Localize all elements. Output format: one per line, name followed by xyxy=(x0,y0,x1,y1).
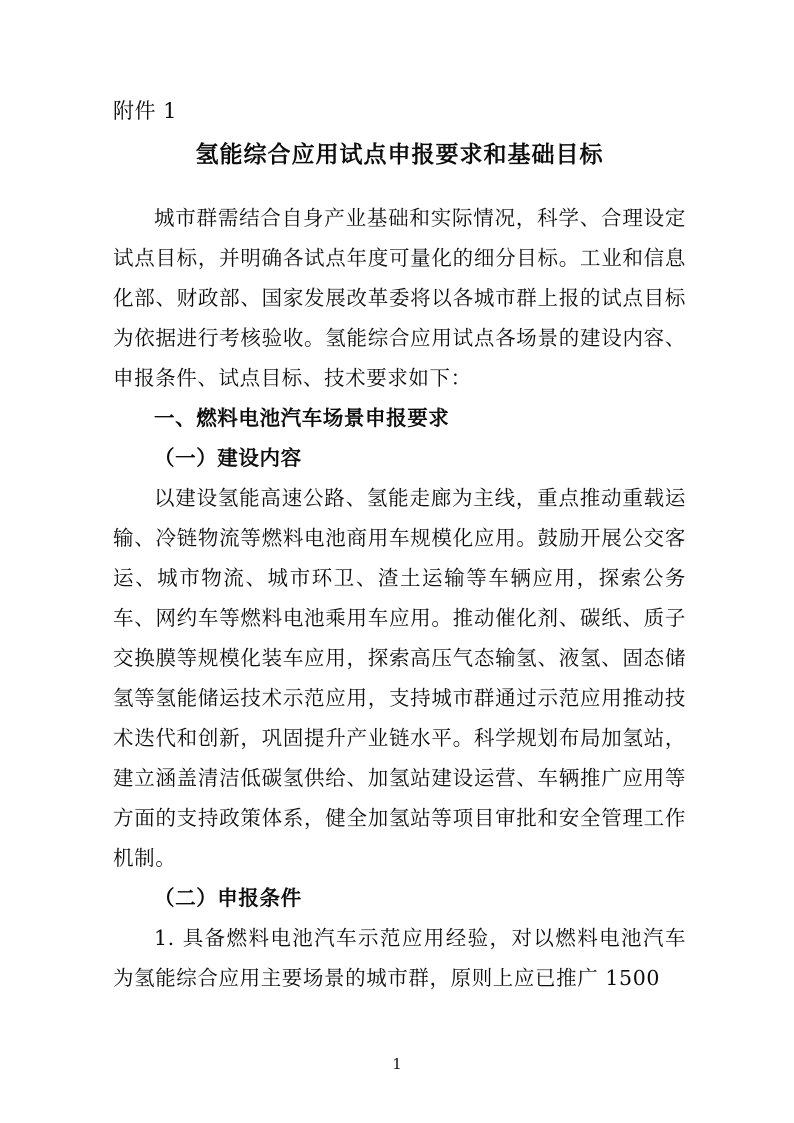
paragraph-construction-content: 以建设氢能高速公路、氢能走廊为主线，重点推动重载运输、冷链物流等燃料电池商用车规模化应用。鼓励开展公交客运、城市物流、城市环卫、渣土运输等车辆应用，探索公务车、网约车等燃料电池乘用车应用。推动催化剂、碳纸、质子交换膜等规模化装车应用，探索高压气态输氢、液氢、固态储氢等氢能储运技术示范应用，支持城市群通过示范应用推动技术迭代和创新，巩固提升产业链水平。科学规划布局加氢站，建立涵盖清洁低碳氢供给、加氢站建设运营、车辆推广应用等方面的支持政策体系，健全加氢站等项目审批和安全管理工作机制。 xyxy=(113,486,686,870)
paragraph-application-conditions-item-1: 1. 具备燃料电池汽车示范应用经验，对以燃料电池汽车为氢能综合应用主要场景的城市群，原则上应已推广 1500 xyxy=(113,926,686,990)
page-number: 1 xyxy=(392,1055,402,1073)
paragraph-intro: 城市群需结合自身产业基础和实际情况，科学、合理设定试点目标，并明确各试点年度可量化的细分目标。工业和信息化部、财政部、国家发展改革委将以各城市群上报的试点目标为依据进行考核验收。氢能综合应用试点各场景的建设内容、申报条件、试点目标、技术要求如下： xyxy=(113,206,686,390)
attachment-label: 附件 1 xyxy=(113,99,178,123)
page-title: 氢能综合应用试点申报要求和基础目标 xyxy=(195,140,604,168)
section-heading-fuel-cell-vehicle: 一、燃料电池汽车场景申报要求 xyxy=(154,406,450,430)
subsection-heading-construction-content: （一）建设内容 xyxy=(154,446,302,470)
subsection-heading-application-conditions: （二）申报条件 xyxy=(154,886,302,910)
